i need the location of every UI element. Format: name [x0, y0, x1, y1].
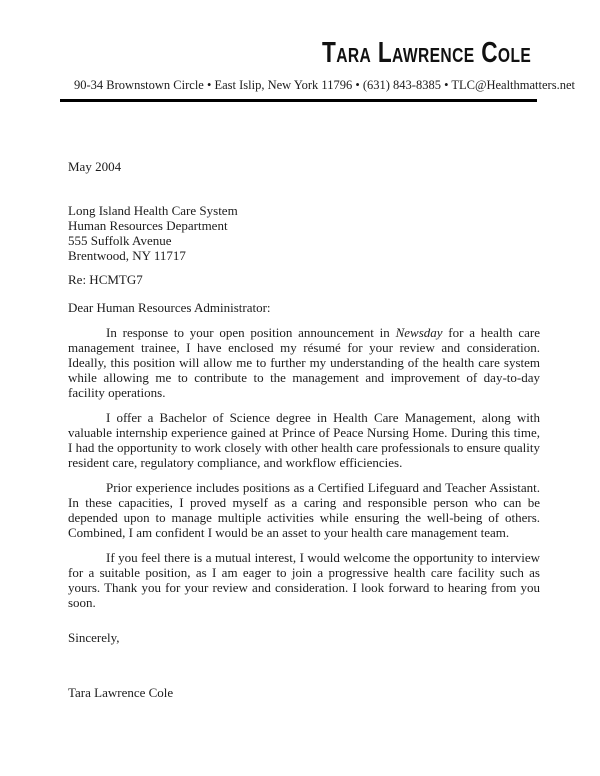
letterhead-contact-line: 90-34 Brownstown Circle • East Islip, New York 11796 • (631) 843-8385 • TLC@Healthmatters.net	[74, 78, 575, 92]
paragraph-1-publication-name: Newsday	[395, 325, 443, 340]
signature-name: Tara Lawrence Cole	[68, 685, 174, 700]
recipient-address-block	[68, 203, 540, 263]
closing: Sincerely,	[68, 630, 120, 645]
letterhead	[60, 0, 575, 102]
reference-line: Re: HCMTG7	[68, 272, 143, 287]
letterhead-name-text: Tara Lawrence Cole	[321, 37, 531, 69]
letterhead-divider-rule	[60, 99, 537, 102]
recipient-line: 555 Suffolk Avenue	[68, 233, 172, 248]
letter-date: May 2004	[68, 159, 122, 174]
letterhead-name	[60, 38, 537, 68]
paragraph-1-after: for a health care management trainee, I have enclosed my résumé for your review and consideration. Ideally, this position will allow me to further my understanding of the health care system while allowing me to contribute to the management and improvement of day-to-day facility operations.	[68, 325, 540, 400]
paragraph-2: I offer a Bachelor of Science degree in Health Care Management, along with valuable internship experience gained at Prince of Peace Nursing Home. During this time, I had the opportunity to work closely with other health care professionals to ensure quality resident care, regulatory compliance, and workflow efficiencies.	[68, 410, 540, 470]
recipient-line: Brentwood, NY 11717	[68, 248, 186, 263]
salutation: Dear Human Resources Administrator:	[68, 300, 271, 315]
paragraph-1	[68, 325, 540, 400]
paragraph-4: If you feel there is a mutual interest, I would welcome the opportunity to interview for a suitable position, as I am eager to join a progressive health care facility such as yours. Thank you for your review and consideration. I look forward to hearing from you soon.	[68, 550, 540, 610]
paragraph-3: Prior experience includes positions as a Certified Lifeguard and Teacher Assistant. In these capacities, I proved myself as a caring and responsible person who can be depended upon to manage multiple activities while ensuring the well-being of others. Combined, I am confident I would be an asset to your health care management team.	[68, 480, 540, 540]
recipient-line: Human Resources Department	[68, 218, 228, 233]
recipient-line: Long Island Health Care System	[68, 203, 238, 218]
paragraph-1-before: In response to your open position announcement in	[106, 325, 396, 340]
letter-body	[68, 159, 540, 700]
